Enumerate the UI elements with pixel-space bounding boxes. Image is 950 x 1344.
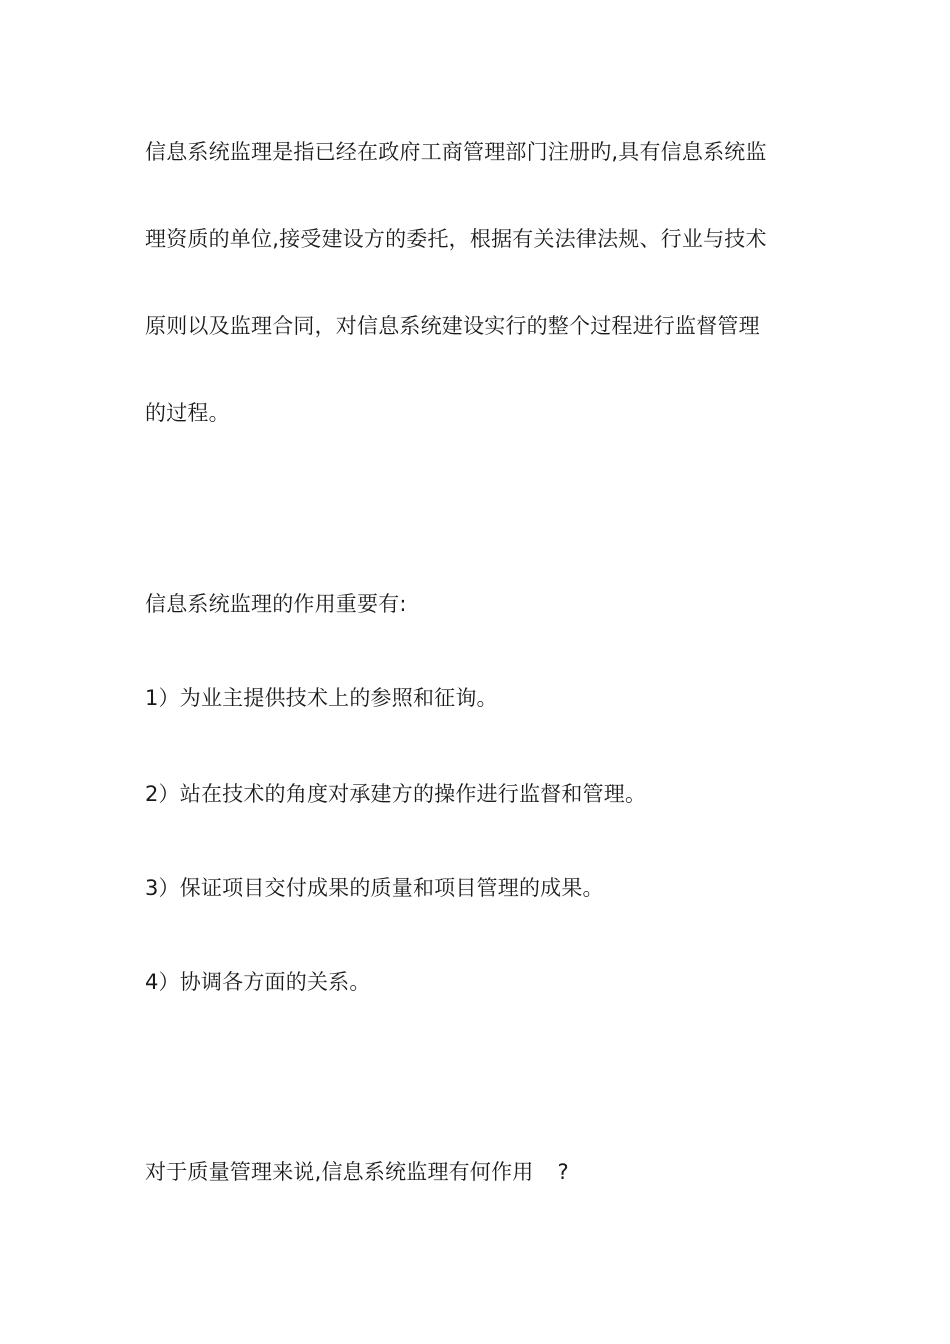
question-text: 对于质量管理来说,信息系统监理有何作用 (145, 1160, 534, 1184)
definition-line-4: 的过程。 (145, 401, 230, 425)
definition-line-2: 理资质的单位,接受建设方的委托，根据有关法律法规、行业与技术 (145, 227, 767, 251)
roles-item-1: 1）为业主提供技术上的参照和征询。 (145, 686, 498, 710)
definition-line-1: 信息系统监理是指已经在政府工商管理部门注册旳,具有信息系统监 (145, 140, 767, 164)
question-mark: ? (557, 1160, 569, 1184)
definition-line-3: 原则以及监理合同，对信息系统建设实行的整个过程进行监督管理 (145, 314, 760, 338)
roles-item-4: 4）协调各方面的关系。 (145, 970, 371, 994)
roles-item-3: 3）保证项目交付成果的质量和项目管理的成果。 (145, 876, 604, 900)
question-line (145, 1157, 569, 1187)
roles-item-2: 2）站在技术的角度对承建方的操作进行监督和管理。 (145, 782, 647, 806)
roles-heading: 信息系统监理的作用重要有: (145, 592, 407, 616)
